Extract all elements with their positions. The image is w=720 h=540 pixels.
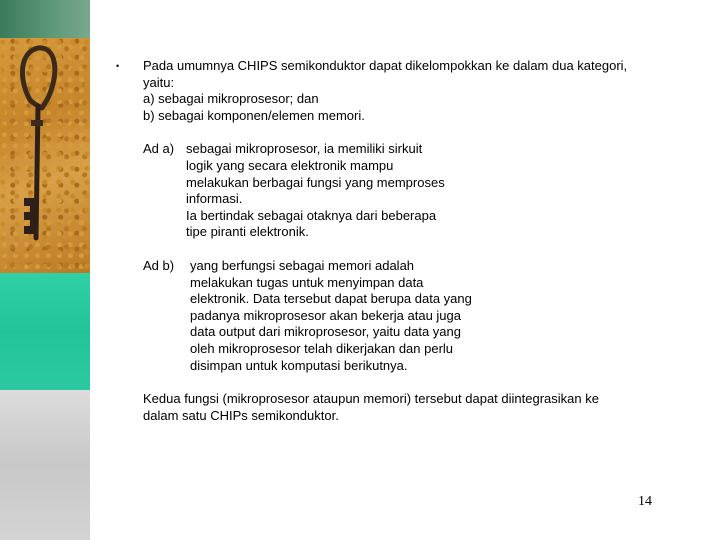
strip-green-band: [0, 0, 90, 38]
bullet-marker: •: [116, 61, 120, 71]
key-icon: [0, 38, 90, 273]
closing-paragraph: Kedua fungsi (mikroprosesor ataupun memori) tersebut dapat diintegrasikan ke dalam satu CHIPs semikonduktor.: [143, 391, 599, 423]
side-decoration-strip: [0, 0, 90, 540]
ad-a-text: sebagai mikroprosesor, ia memiliki sirkuit logik yang secara elektronik mampu melakukan berbagai fungsi yang memproses informasi. Ia bertindak sebagai otaknya dari beberapa tipe piranti elektronik.: [186, 141, 445, 240]
slide-body: [112, 58, 702, 424]
intro-paragraph: Pada umumnya CHIPS semikonduktor dapat dikelompokkan ke dalam dua kategori, yaitu: a) sebagai mikroprosesor; dan b) sebagai komponen/elemen memori.: [143, 58, 628, 123]
strip-gray-band: [0, 390, 90, 540]
ad-a-block: [143, 141, 702, 241]
ad-b-text: yang berfungsi sebagai memori adalah melakukan tugas untuk menyimpan data elektronik. Data tersebut dapat berupa data yang padanya mikroprosesor akan bekerja atau juga data output dari mikroprosesor, yaitu data yang oleh mikroprosesor telah dikerjakan dan perlu disimpan untuk komputasi berikutnya.: [190, 257, 472, 373]
strip-teal-band: [0, 273, 90, 390]
ad-b-block: [143, 258, 702, 374]
ad-b-label: Ad b): [143, 257, 175, 273]
page-number: 14: [638, 494, 652, 509]
bullet-item: [112, 58, 702, 424]
ad-a-label: Ad a): [143, 141, 175, 157]
